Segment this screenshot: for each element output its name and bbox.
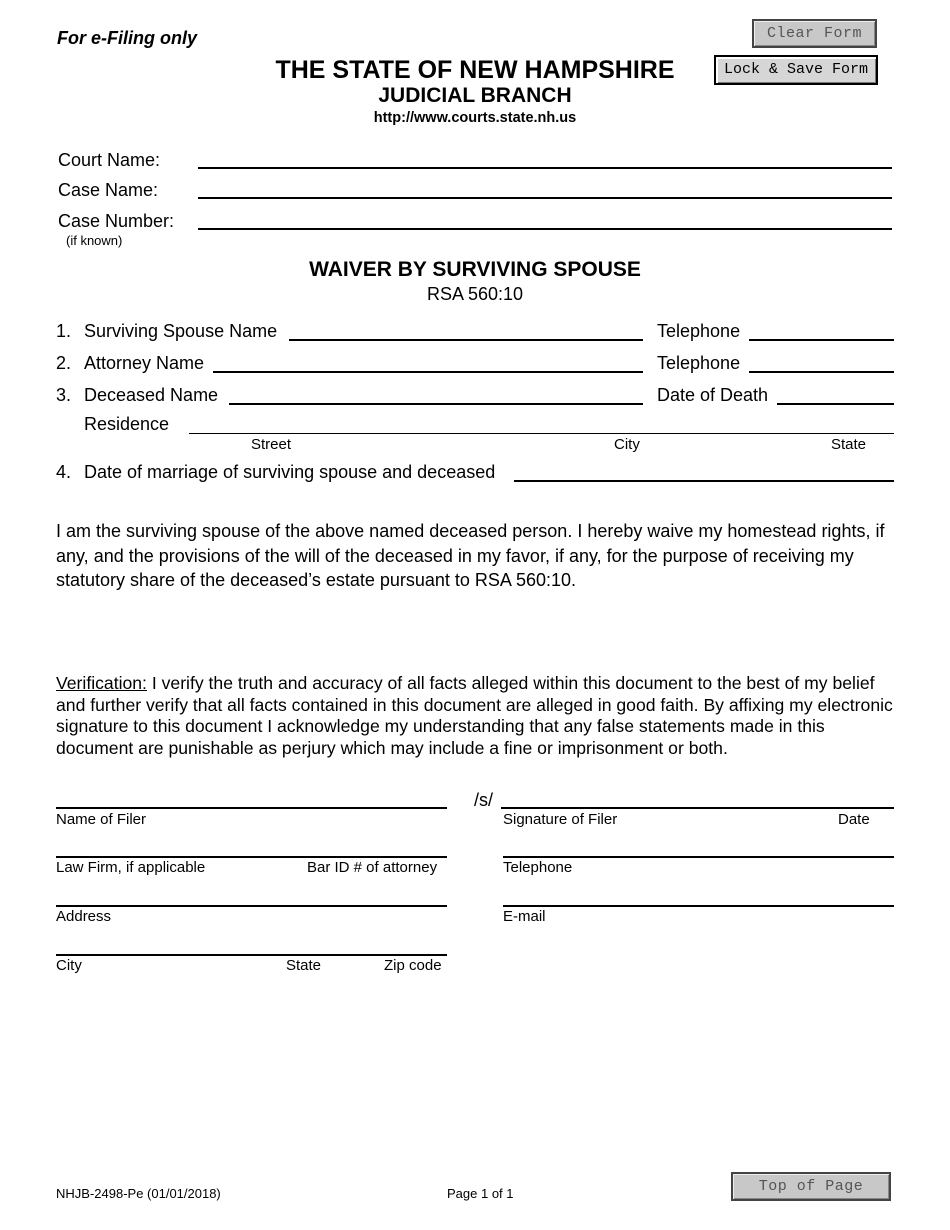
- spouse-name-label: Surviving Spouse Name: [84, 321, 278, 341]
- state-title: THE STATE OF NEW HAMPSHIRE: [275, 56, 675, 84]
- case-number-label: Case Number:: [58, 211, 175, 231]
- form-rsa: RSA 560:10: [426, 284, 524, 304]
- law-firm-field[interactable]: [56, 856, 447, 858]
- date-of-death-label: Date of Death: [657, 385, 769, 405]
- telephone-1-field[interactable]: [749, 339, 894, 341]
- residence-street-label: Street: [251, 436, 292, 453]
- item-1-number: 1.: [56, 321, 72, 341]
- court-name-label: Court Name:: [58, 150, 161, 170]
- spouse-name-field[interactable]: [289, 339, 643, 341]
- deceased-name-label: Deceased Name: [84, 385, 219, 405]
- clear-form-button[interactable]: Clear Form: [752, 19, 877, 48]
- case-name-label: Case Name:: [58, 180, 159, 200]
- telephone-field[interactable]: [503, 856, 894, 858]
- item-3-number: 3.: [56, 385, 72, 405]
- email-label: E-mail: [503, 908, 546, 925]
- law-firm-label: Law Firm, if applicable: [56, 859, 206, 876]
- lock-save-form-button[interactable]: Lock & Save Form: [714, 55, 878, 85]
- efiling-label: For e-Filing only: [57, 28, 197, 48]
- branch-title: JUDICIAL BRANCH: [378, 84, 572, 107]
- deceased-name-field[interactable]: [229, 403, 643, 405]
- residence-city-label: City: [614, 436, 640, 453]
- city-label: City: [56, 957, 82, 974]
- name-of-filer-label: Name of Filer: [56, 811, 147, 828]
- item-4-number: 4.: [56, 462, 72, 482]
- verification-paragraph: [56, 673, 896, 759]
- page-number: Page 1 of 1: [447, 1186, 514, 1201]
- address-field[interactable]: [56, 905, 447, 907]
- signature-field[interactable]: [501, 807, 894, 809]
- verification-label: Verification:: [56, 673, 147, 693]
- residence-label: Residence: [84, 414, 170, 434]
- signature-date-label: Date: [838, 811, 870, 828]
- residence-field[interactable]: [189, 433, 894, 434]
- email-field[interactable]: [503, 905, 894, 907]
- telephone-2-label: Telephone: [657, 353, 741, 373]
- court-url: http://www.courts.state.nh.us: [373, 110, 577, 126]
- attorney-name-field[interactable]: [213, 371, 643, 373]
- s-mark: /s/: [474, 790, 494, 810]
- case-name-field[interactable]: [198, 197, 892, 199]
- telephone-2-field[interactable]: [749, 371, 894, 373]
- telephone-1-label: Telephone: [657, 321, 741, 341]
- residence-state-label: State: [831, 436, 867, 453]
- telephone-label: Telephone: [503, 859, 573, 876]
- city-state-zip-field[interactable]: [56, 954, 447, 956]
- item-2-number: 2.: [56, 353, 72, 373]
- top-of-page-button[interactable]: Top of Page: [731, 1172, 891, 1201]
- marriage-date-label: Date of marriage of surviving spouse and deceased: [84, 462, 496, 482]
- signature-of-filer-label: Signature of Filer: [503, 811, 618, 828]
- case-number-field[interactable]: [198, 228, 892, 230]
- verification-text: I verify the truth and accuracy of all facts alleged within this document to the best of my belief and further verify that all facts contained in this document are alleged in good faith. By affixing my electronic signature to this document I acknowledge my understanding that any false statements made in this document are punishable as perjury which may include a fine or imprisonment or both.: [56, 673, 893, 758]
- date-of-death-field[interactable]: [777, 403, 894, 405]
- state-label: State: [286, 957, 322, 974]
- name-of-filer-field[interactable]: [56, 807, 447, 809]
- attorney-name-label: Attorney Name: [84, 353, 205, 373]
- if-known-note: (if known): [66, 233, 123, 248]
- court-name-field[interactable]: [198, 167, 892, 169]
- bar-id-label: Bar ID # of attorney: [307, 859, 438, 876]
- form-id: NHJB-2498-Pe (01/01/2018): [56, 1186, 221, 1201]
- marriage-date-field[interactable]: [514, 480, 894, 482]
- address-label: Address: [56, 908, 112, 925]
- form-title: WAIVER BY SURVIVING SPOUSE: [309, 258, 641, 281]
- zip-label: Zip code: [384, 957, 442, 974]
- waiver-statement: I am the surviving spouse of the above named deceased person. I hereby waive my homestead rights, if any, and the provisions of the will of the deceased in my favor, if any, for the purpose of receiving my statutory share of the deceased’s estate pursuant to RSA 560:10.: [56, 521, 885, 590]
